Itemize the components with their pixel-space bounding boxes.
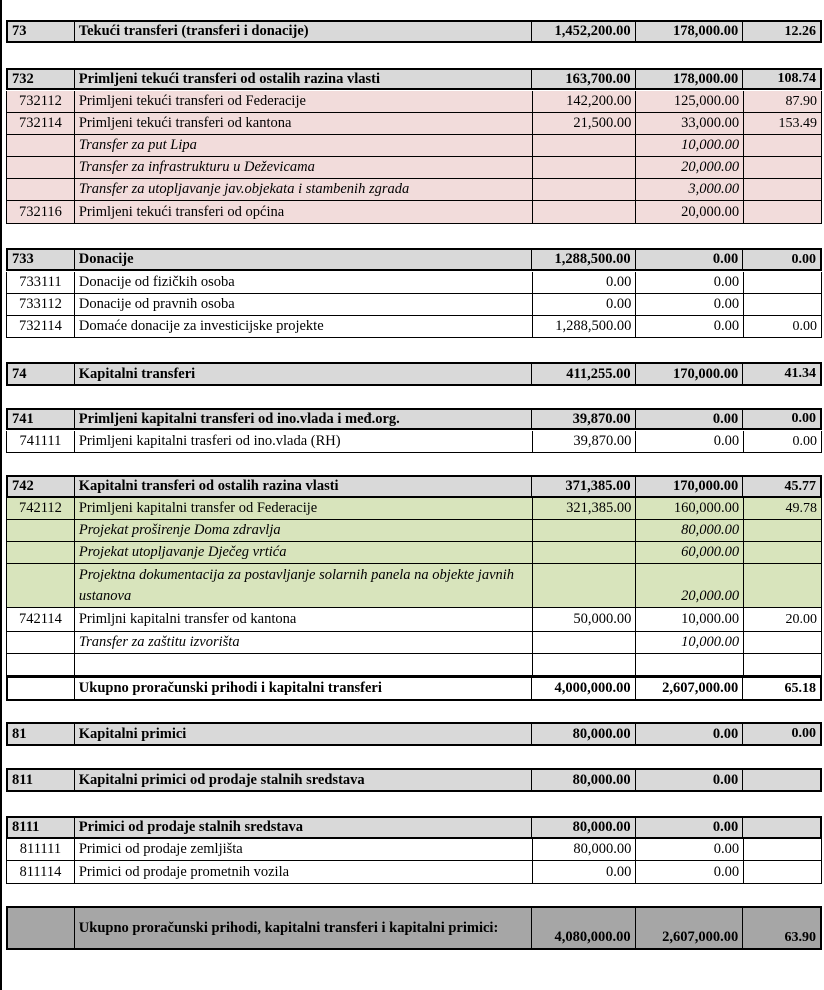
index-percent: 41.34 [784, 366, 816, 381]
table-row [6, 632, 822, 654]
account-name: Kapitalni primici [75, 724, 532, 744]
account-name: Kapitalni transferi od ostalih razina vlasti [75, 477, 532, 496]
index-percent: 0.00 [791, 726, 816, 741]
account-name: Primici od prodaje stalnih sredstava [75, 818, 532, 837]
index-percent [744, 520, 821, 541]
index-percent: 63.90 [784, 930, 816, 945]
table-row [6, 542, 822, 564]
account-code: 811111 [7, 839, 75, 860]
plan-amount [533, 542, 637, 563]
account-code: 742 [8, 477, 75, 496]
plan-amount: 39,870.00 [532, 410, 636, 428]
account-name: Transfer za zaštitu izvorišta [75, 632, 533, 653]
plan-amount: 50,000.00 [533, 608, 637, 631]
account-name [75, 654, 533, 675]
index-percent [743, 770, 820, 790]
account-code [8, 908, 75, 948]
realized-amount: 20,000.00 [636, 201, 744, 223]
table-row [6, 768, 822, 792]
index-percent: 0.00 [791, 411, 816, 426]
account-name: Tekući transferi (transferi i donacije) [75, 22, 532, 41]
plan-amount: 142,200.00 [533, 91, 637, 112]
account-name: Donacije od pravnih osoba [75, 294, 533, 315]
index-percent [744, 654, 821, 675]
index-percent: 0.00 [791, 251, 816, 267]
index-percent [744, 272, 821, 293]
account-name: Primljeni tekući transferi od kantona [75, 113, 533, 134]
table-row [6, 316, 822, 338]
account-code: 811114 [7, 861, 75, 883]
account-code [7, 179, 75, 200]
table-row [6, 294, 822, 316]
index-percent: 0.00 [792, 433, 817, 449]
plan-amount [533, 520, 637, 541]
plan-amount [533, 157, 637, 178]
account-name: Transfer za put Lipa [75, 135, 533, 156]
account-name: Primici od prodaje zemljišta [75, 839, 533, 860]
table-row [6, 20, 822, 43]
plan-amount: 80,000.00 [532, 724, 636, 744]
index-percent [744, 542, 821, 563]
plan-amount [533, 179, 637, 200]
account-name: Donacije [75, 250, 532, 269]
table-row [6, 201, 822, 224]
plan-amount: 4,080,000.00 [532, 908, 636, 948]
account-name: Primljeni kapitalni transferi od ino.vlada i međ.org. [75, 410, 532, 428]
index-percent: 87.90 [785, 93, 817, 109]
account-name: Kapitalni primici od prodaje stalnih sredstava [75, 770, 532, 790]
table-row [6, 179, 822, 201]
account-code: 732114 [7, 316, 75, 337]
table-row [6, 408, 822, 430]
plan-amount [533, 564, 637, 607]
table-row [6, 839, 822, 861]
account-name: Ukupno proračunski prihodi, kapitalni transferi i kapitalni primici: [75, 908, 532, 948]
account-code [7, 654, 75, 675]
realized-amount: 0.00 [636, 250, 744, 269]
account-code [7, 135, 75, 156]
index-percent [743, 818, 820, 837]
realized-amount: 178,000.00 [636, 70, 744, 88]
realized-amount: 0.00 [636, 410, 744, 428]
plan-amount: 1,288,500.00 [533, 316, 637, 337]
plan-amount: 80,000.00 [532, 770, 636, 790]
account-code: 742112 [7, 498, 75, 519]
table-row [6, 722, 822, 746]
table-row [6, 564, 822, 608]
plan-amount [533, 654, 637, 675]
realized-amount: 20,000.00 [636, 564, 744, 607]
index-percent: 153.49 [778, 115, 817, 131]
table-row [6, 861, 822, 884]
account-code: 741 [8, 410, 75, 428]
table-row [6, 91, 822, 113]
account-name: Primljeni tekući transferi od Federacije [75, 91, 533, 112]
account-code: 811 [8, 770, 75, 790]
plan-amount: 80,000.00 [532, 818, 636, 837]
plan-amount [533, 201, 637, 223]
index-percent: 65.18 [784, 680, 816, 696]
realized-amount: 60,000.00 [636, 542, 744, 563]
table-row [6, 135, 822, 157]
realized-amount: 160,000.00 [636, 498, 744, 519]
left-page-border [0, 0, 2, 990]
realized-amount: 125,000.00 [636, 91, 744, 112]
realized-amount: 0.00 [636, 770, 744, 790]
account-name: Transfer za utopljavanje jav.objekata i stambenih zgrada [75, 179, 533, 200]
table-row [6, 248, 822, 271]
realized-amount: 3,000.00 [636, 179, 744, 200]
plan-amount: 80,000.00 [533, 839, 637, 860]
account-code [7, 157, 75, 178]
account-code: 733 [8, 250, 75, 269]
plan-amount: 0.00 [533, 861, 637, 883]
plan-amount: 0.00 [533, 272, 637, 293]
index-percent: 45.77 [784, 478, 816, 494]
account-code: 733111 [7, 272, 75, 293]
index-percent [744, 179, 821, 200]
account-code: 732112 [7, 91, 75, 112]
realized-amount: 0.00 [636, 316, 744, 337]
index-percent [744, 135, 821, 156]
account-code [7, 564, 75, 607]
index-percent [744, 861, 821, 883]
table-row [6, 362, 822, 386]
account-name: Primljni kapitalni transfer od kantona [75, 608, 533, 631]
account-name: Kapitalni transferi [75, 364, 532, 384]
realized-amount: 0.00 [636, 431, 744, 452]
plan-amount: 0.00 [533, 294, 637, 315]
plan-amount: 321,385.00 [533, 498, 637, 519]
account-name: Projekat proširenje Doma zdravlja [75, 520, 533, 541]
index-percent [744, 839, 821, 860]
index-percent [744, 157, 821, 178]
plan-amount: 1,452,200.00 [532, 22, 636, 41]
table-row [6, 272, 822, 294]
table-row [6, 676, 822, 701]
table-row [6, 431, 822, 453]
table-row [6, 68, 822, 90]
plan-amount: 1,288,500.00 [532, 250, 636, 269]
realized-amount: 0.00 [636, 839, 744, 860]
table-row [6, 608, 822, 632]
plan-amount: 21,500.00 [533, 113, 637, 134]
account-code: 733112 [7, 294, 75, 315]
index-percent: 20.00 [785, 611, 817, 627]
table-row [6, 113, 822, 135]
index-percent [744, 294, 821, 315]
account-name: Projekat utopljavanje Dječeg vrtića [75, 542, 533, 563]
realized-amount: 10,000.00 [636, 135, 744, 156]
table-row [6, 157, 822, 179]
index-percent: 108.74 [777, 71, 816, 86]
account-name: Ukupno proračunski prihodi i kapitalni transferi [75, 678, 532, 699]
plan-amount: 411,255.00 [532, 364, 636, 384]
index-percent: 12.26 [784, 23, 816, 39]
account-code [7, 520, 75, 541]
account-code: 81 [8, 724, 75, 744]
account-name: Primljeni tekući transferi od ostalih razina vlasti [75, 70, 532, 88]
table-row [6, 654, 822, 676]
table-row [6, 520, 822, 542]
realized-amount: 178,000.00 [636, 22, 744, 41]
table-row [6, 906, 822, 950]
table-row [6, 816, 822, 839]
account-code: 732 [8, 70, 75, 88]
realized-amount: 20,000.00 [636, 157, 744, 178]
realized-amount: 2,607,000.00 [636, 678, 744, 699]
plan-amount: 371,385.00 [532, 477, 636, 496]
table-row [6, 475, 822, 498]
account-name: Primici od prodaje prometnih vozila [75, 861, 533, 883]
account-code: 73 [8, 22, 75, 41]
account-name: Donacije od fizičkih osoba [75, 272, 533, 293]
account-name: Primljeni kapitalni transfer od Federacije [75, 498, 533, 519]
account-code: 74 [8, 364, 75, 384]
account-name: Primljeni tekući transferi od općina [75, 201, 533, 223]
account-code: 741111 [7, 431, 75, 452]
realized-amount: 80,000.00 [636, 520, 744, 541]
realized-amount: 2,607,000.00 [636, 908, 744, 948]
index-percent [744, 632, 821, 653]
index-percent [744, 564, 821, 607]
account-code: 732116 [7, 201, 75, 223]
realized-amount: 0.00 [636, 294, 744, 315]
index-percent: 49.78 [785, 500, 817, 516]
account-code [8, 678, 75, 699]
plan-amount: 163,700.00 [532, 70, 636, 88]
plan-amount [533, 135, 637, 156]
account-name: Primljeni kapitalni trasferi od ino.vlada (RH) [75, 431, 533, 452]
realized-amount: 10,000.00 [636, 632, 744, 653]
account-name: Transfer za infrastrukturu u Deževicama [75, 157, 533, 178]
table-row [6, 498, 822, 520]
realized-amount: 0.00 [636, 724, 744, 744]
plan-amount [533, 632, 637, 653]
account-code [7, 632, 75, 653]
index-percent: 0.00 [792, 318, 817, 334]
realized-amount [636, 654, 744, 675]
account-code: 742114 [7, 608, 75, 631]
realized-amount: 0.00 [636, 818, 744, 837]
realized-amount: 0.00 [636, 272, 744, 293]
realized-amount: 170,000.00 [636, 477, 744, 496]
account-name: Domaće donacije za investicijske projekte [75, 316, 533, 337]
realized-amount: 33,000.00 [636, 113, 744, 134]
account-code: 732114 [7, 113, 75, 134]
realized-amount: 10,000.00 [636, 608, 744, 631]
plan-amount: 39,870.00 [533, 431, 637, 452]
index-percent [744, 201, 821, 223]
realized-amount: 0.00 [636, 861, 744, 883]
realized-amount: 170,000.00 [636, 364, 744, 384]
account-name: Projektna dokumentacija za postavljanje solarnih panela na objekte javnih ustanova [75, 564, 533, 607]
account-code: 8111 [8, 818, 75, 837]
plan-amount: 4,000,000.00 [532, 678, 636, 699]
account-code [7, 542, 75, 563]
